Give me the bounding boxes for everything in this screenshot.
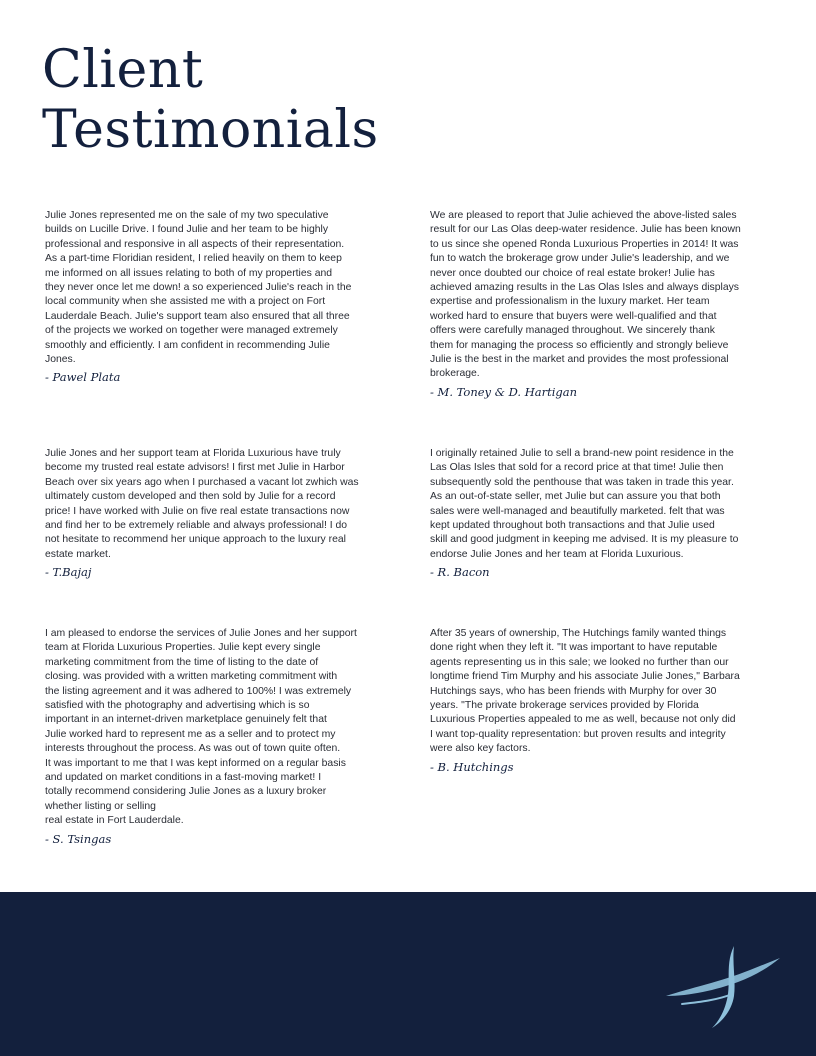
- page-title: [42, 40, 379, 160]
- testimonial-author: - R. Bacon: [430, 565, 490, 580]
- testimonial-author: - T.Bajaj: [45, 565, 92, 580]
- page-title-line-2: Testimonials: [42, 100, 379, 160]
- testimonial-author: - M. Toney & D. Hartigan: [430, 384, 578, 399]
- testimonial-card: [45, 627, 375, 846]
- testimonial-card: [45, 447, 375, 579]
- brand-logo-icon: [660, 942, 784, 1032]
- testimonial-author: - Pawel Plata: [45, 370, 121, 385]
- testimonial-text: I am pleased to endorse the services of Julie Jones and her support team at Florida Luxurious Properties. Julie kept every single marketing commitment from the time of listing to the date of closing. was provided with a written marketing commitment with the listing agreement and it was adhered to 100%! I was extremely satisfied with the photography and advertising which is so important in an internet-driven marketplace genuinely felt that Julie worked hard to represent me as a seller and to protect my interests throughout the process. As was out of town quite often. It was important to me that I was kept informed on a regular basis and updated on market conditions in a fast-moving market! I totally recommend considering Julie Jones as a luxury broker whether listing or selling real estate in Fort Lauderdale.: [45, 628, 357, 827]
- testimonial-text: I originally retained Julie to sell a brand-new point residence in the Las Olas Isles that sold for a record price at that time! Julie then subsequently sold the penthouse that was taken in trade this year. As an out-of-state seller, met Julie but can assure you that both sales were well-managed and beautifully marketed. felt that was kept updated throughout both transactions and that Julie used skill and good judgment in keeping me advised. It is my pleasure to endorse Julie Jones and her team at Florida Luxurious.: [430, 448, 739, 560]
- testimonial-text: After 35 years of ownership, The Hutchings family wanted things done right when they left it. "It was important to have reputable agents representing us in this sale; we looked no further than our longtime friend Tim Murphy and his associate Julie Jones," Barbara Hutchings says, who has been friends with Murphy for over 30 years. "The private brokerage services provided by Florida Luxurious Properties appealed to me as well, because not only did I want top-quality representation: but proven results and integrity were also key factors.: [430, 628, 740, 755]
- page-title-line-1: Client: [42, 40, 204, 100]
- testimonial-card: [430, 447, 760, 579]
- testimonial-author: - S. Tsingas: [45, 831, 112, 846]
- testimonial-text: Julie Jones represented me on the sale of my two speculative builds on Lucille Drive. I found Julie and her team to be highly professional and responsive in all aspects of their representation. As a part-time Floridian resident, I relied heavily on them to keep me informed on all issues relating to both of my properties and they never once let me down! a so experienced Julie's reach in the local community when she assisted me with a project on Fort Lauderdale Beach. Julie's support team also ensured that all three of the projects we worked on together were managed extremely smoothly and efficiently. I am confident in recommending Julie Jones.: [45, 210, 352, 366]
- testimonial-text: We are pleased to report that Julie achieved the above-listed sales result for our Las Olas deep-water residence. Julie has been known to us since she opened Ronda Luxurious Properties in 2014! It was fun to watch the brokerage grow under Julie's leadership, and we never once doubted our choice of real estate broker! Julie has achieved amazing results in the Las Olas Isles and always displays expertise and professionalism in the luxury market. Her team worked hard to ensure that buyers were well-qualified and that offers were carefully managed throughout. We sincerely thank them for managing the process so efficiently and strongly believe Julie is the best in the market and provides the most professional brokerage.: [430, 210, 741, 380]
- footer-band: [0, 892, 816, 1056]
- testimonial-card: [430, 627, 760, 774]
- testimonial-text: Julie Jones and her support team at Florida Luxurious have truly become my trusted real estate advisors! I first met Julie in Harbor Beach over six years ago when I purchased a vacant lot zwhich was ultimately custom developed and then sold by Julie for a record price! I have worked with Julie on five real estate transactions now and find her to be extremely reliable and always professional! I do not hesitate to recommend her unique approach to the luxury real estate market.: [45, 448, 359, 560]
- testimonial-card: [430, 209, 760, 399]
- testimonial-card: [45, 209, 375, 384]
- testimonial-author: - B. Hutchings: [430, 759, 514, 774]
